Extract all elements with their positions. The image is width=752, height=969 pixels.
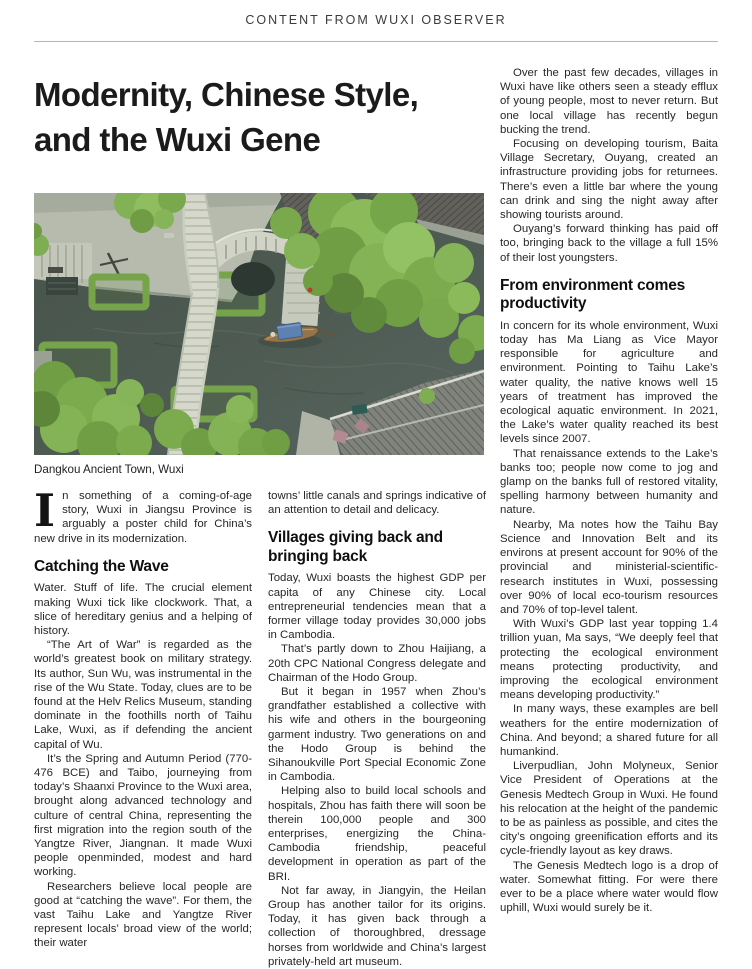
article-paragraph: But it began in 1957 when Zhou’s grandfather established a collective with his wife and others in the bourgeoning garment industry. Two generations on and the Hodo Group is behind the Sihanoukville Port Special Economic Zone in Cambodia. [268,686,486,784]
section-heading: From environment comes productivity [500,276,686,313]
title-line-2: and the Wuxi Gene [34,121,321,158]
header-rule [34,41,718,42]
article-paragraph: Over the past few decades, villages in Wuxi have like others seen a steady efflux of young people, most to never return. But one local village has recently begun bucking the trend. [500,67,718,136]
title-line-1: Modernity, Chinese Style, [34,76,419,113]
article-paragraph: Not far away, in Jiangyin, the Heilan Group has another tailor for its origins. Today, it has given back through a collection of thoroughbred, dressage horses from worldwide and China’s largest privately-held art museum. [268,884,486,968]
section-heading: Villages giving back and bringing back [268,529,443,565]
drop-cap: I [34,484,56,537]
article-paragraph: With Wuxi’s GDP last year topping 1.4 trillion yuan, Ma says, “We deeply feel that protecting the ecological environment means protecting productivity, and improving the ecological environment means developing productivity.” [500,618,718,702]
article-paragraph: It’s the Spring and Autumn Period (770-476 BCE) and Taibo, journeying from today’s Shaanxi Province to the Wuxi area, brought along advanced technology and culture of central China, representing the first migration into the region south of the Yangtze River, Jiangnan. It made Wuxi people openminded, modest and hard working. [34,752,252,879]
article-paragraph: Ouyang’s forward thinking has paid off too, bringing back to the village a full 15% of their lost youngsters. [500,223,718,264]
article-paragraph: towns’ little canals and springs indicative of an attention to detail and delicacy. [268,490,486,517]
article-paragraph: Water. Stuff of life. The crucial element making Wuxi tick like clockwork. That, a slice of hereditary genius and a helping of history. [34,582,252,637]
article-paragraph: Nearby, Ma notes how the Taihu Bay Science and Innovation Belt and its environs at present account for 90% of the provincial and ministerial-scientific-research institutes in Wuxi, possessing over 90% of local eco-tourism resources and 70% of top-level talent. [500,518,718,616]
article-paragraph: Helping also to build local schools and hospitals, Zhou has faith there will soon be therein 100,000 people and 300 enterprises, energizing the China-Cambodia friendship, peaceful development in operation as part of the BRI. [268,785,486,883]
article-paragraph: In something of a coming-of-age story, Wuxi in Jiangsu Province is arguably a poster child for China’s new drive in its modernization. [34,484,252,545]
article-paragraph: The Genesis Medtech logo is a drop of water. Somewhat fitting. For were there ever to be a place where water would flow uphill, Wuxi would surely be it. [500,859,718,915]
column-right [500,66,718,915]
article-paragraph: Researchers believe local people are good at “catching the wave”. For them, the vast Taihu Lake and Yangtze River represent locals’ broad view of the world; their water [34,880,252,950]
column-left [34,484,252,951]
kicker: CONTENT FROM WUXI OBSERVER [245,13,507,27]
article-paragraph: That renaissance extends to the Lake’s banks too; people now come to jog and glamp on the banks full of restored vitality, spelling harmony between humanity and nature. [500,447,718,517]
section-heading: Catching the Wave [34,557,169,575]
article-paragraph: In many ways, these examples are bell weathers for the entire modernization of China. And beyond; a shared future for all humankind. [500,703,718,758]
article-title [34,72,489,162]
article-paragraph: That’s partly down to Zhou Haijiang, a 20th CPC National Congress delegate and Chairman of the Hodo Group. [268,643,486,684]
photo-caption: Dangkou Ancient Town, Wuxi [34,463,184,476]
article-paragraph: Focusing on developing tourism, Baita Village Secretary, Ouyang, created an infrastructure providing jobs for returnees. There’s even a little bar where the young can drink and sing the night away after showing tourists around. [500,138,718,222]
article-photo [34,193,484,455]
column-middle [268,489,486,969]
article-paragraph: In concern for its whole environment, Wuxi today has Ma Liang as Vice Mayor responsible for agriculture and environment. Pointing to Taihu Lake’s water quality, the native knows well 15 years of treatment has improved the ecological aquatic environment. In 2021, the Lake’s water quality reached its best levels since 2007. [500,319,718,446]
article-paragraph: Liverpudlian, John Molyneux, Senior Vice President of Operations at the Genesis Medtech Group in Wuxi. He found his relocation at the height of the pandemic to be as painless as possible, and cites the city’s ongoing greenification efforts and its cycle-friendly layout as key draws. [500,760,718,858]
aerial-town-photo [34,193,484,455]
article-paragraph: “The Art of War” is regarded as the world’s greatest book on military strategy. Its author, Sun Wu, was instrumental in the rise of the Wu State. Today, clues are to be found at the Helv Relics Museum, standing dominate in the foothills north of Taihu Lake, Wuxi, as if defending the ancient capital of Wu. [34,639,252,751]
article-paragraph: Today, Wuxi boasts the highest GDP per capita of any Chinese city. Local entrepreneurial tendencies mean that a former village today provides 30,000 jobs in Cambodia. [268,572,486,642]
